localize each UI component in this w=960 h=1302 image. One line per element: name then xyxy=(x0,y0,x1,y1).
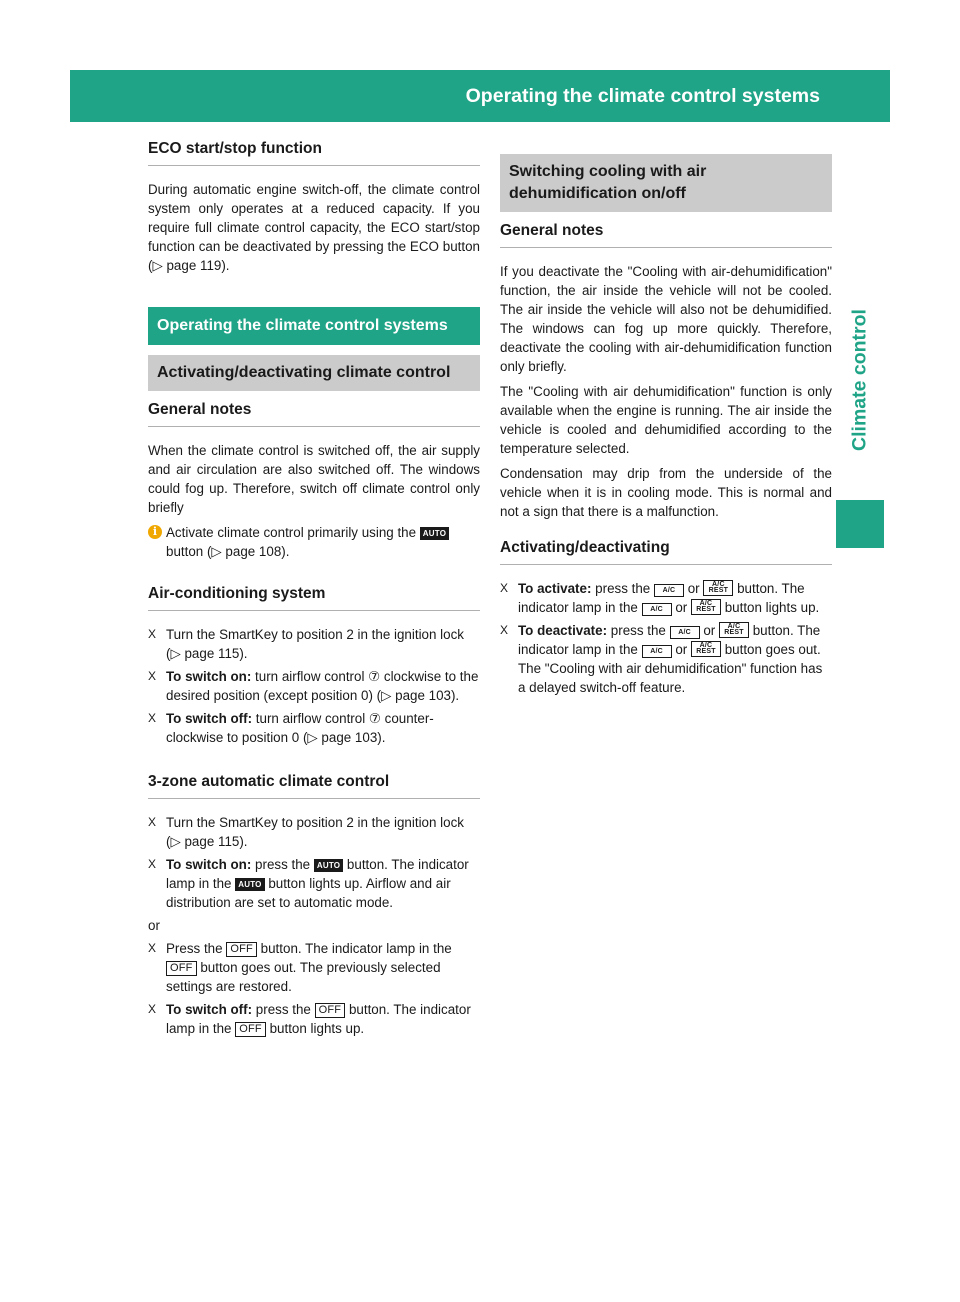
ac-rest-key-icon: A/C REST xyxy=(691,641,721,657)
page-header-title: Operating the climate control systems xyxy=(465,85,820,107)
zone3-step2-post: button lights up. Airflow and air distribution are set to automatic mode. xyxy=(166,876,451,910)
general-notes-text: When the climate control is switched off, the air supply and air circulation are also switched off. The windows could fog up. Therefore, switch off climate control only briefly xyxy=(148,443,480,515)
list-item xyxy=(148,667,480,705)
or-separator: or xyxy=(148,918,160,933)
activate-post: button lights up. xyxy=(724,600,820,615)
step-arrow-icon: X xyxy=(500,623,509,637)
ac-rest-key-icon: A/C REST xyxy=(691,599,721,615)
list-item xyxy=(500,579,832,617)
list-item xyxy=(148,1000,480,1038)
ac-system-heading: Air-conditioning system xyxy=(148,585,480,611)
ac-key-icon: A/C xyxy=(642,603,672,616)
list-item xyxy=(148,939,480,996)
step-arrow-icon: X xyxy=(148,669,157,683)
eco-heading: ECO start/stop function xyxy=(148,140,480,166)
cooling-para-2: The "Cooling with air dehumidification" function is only available when the engine is running. The air inside the vehicle is cooled and dehumidified according to the temperature selected. xyxy=(500,384,832,456)
zone3-step3-pre: Press the xyxy=(166,941,223,956)
ac-key-icon: A/C xyxy=(642,645,672,658)
step-arrow-icon: X xyxy=(148,1002,157,1016)
zone3-step1-text: Turn the SmartKey to position 2 in the ignition lock (▷ page 115). xyxy=(166,815,464,849)
eco-text: During automatic engine switch-off, the climate control system only operates at a reduced capacity. If you require full climate control capacity, the ECO start/stop function can be deactivated by pressing the ECO button (▷ page 119). xyxy=(148,182,480,273)
deactivate-mid: button. The indicator lamp in the xyxy=(518,623,821,657)
zone3-step4-label: To switch off: xyxy=(166,1002,253,1017)
cooling-para-3: Condensation may drip from the underside of the vehicle when it is in cooling mode. This is normal and not a sign that there is a malfunction. xyxy=(500,466,832,519)
general-notes-heading: General notes xyxy=(148,401,480,427)
right-general-notes-heading: General notes xyxy=(500,222,832,248)
ac-rest-key-icon: A/C REST xyxy=(703,580,733,596)
off-key-icon: OFF xyxy=(166,961,197,976)
ac-rest-key-icon: A/C REST xyxy=(719,622,749,638)
auto-key-icon: AUTO xyxy=(314,859,343,872)
off-key-icon: OFF xyxy=(235,1022,266,1037)
zone3-heading: 3-zone automatic climate control xyxy=(148,773,480,799)
list-item xyxy=(500,621,832,697)
deactivate-post: button goes out. The "Cooling with air dehumidification" function has a delayed switch-off feature. xyxy=(518,642,823,695)
ac-key-icon: A/C xyxy=(654,584,684,597)
right-column xyxy=(500,140,832,701)
ac-key-icon: A/C xyxy=(670,626,700,639)
header-bar xyxy=(70,70,948,122)
or-word: or xyxy=(675,600,688,615)
deactivate-label: To deactivate: xyxy=(518,623,608,638)
zone3-step4-pre: press the xyxy=(255,1002,311,1017)
ac-step1-text: Turn the SmartKey to position 2 in the ignition lock (▷ page 115). xyxy=(166,627,464,661)
step-arrow-icon: X xyxy=(148,941,157,955)
or-word: or xyxy=(675,642,688,657)
ac-step2-label: To switch on: xyxy=(166,669,252,684)
off-key-icon: OFF xyxy=(226,942,257,957)
zone3-step2-pre: press the xyxy=(255,857,311,872)
step-arrow-icon: X xyxy=(148,815,157,829)
activating-heading: Activating/deactivating xyxy=(500,539,832,565)
zone3-step3-mid: button. The indicator lamp in the xyxy=(260,941,452,956)
step-arrow-icon: X xyxy=(148,711,157,725)
deactivate-pre: press the xyxy=(610,623,666,638)
zone3-step3-post: button goes out. The previously selected settings are restored. xyxy=(166,960,441,994)
zone3-step2-label: To switch on: xyxy=(166,857,252,872)
chapter-marker-block xyxy=(836,500,884,548)
auto-key-icon: AUTO xyxy=(235,878,264,891)
ac-step3-text: turn airflow control ⑦ counter-clockwise to position 0 (▷ page 103). xyxy=(166,711,434,745)
info-icon: i xyxy=(148,525,162,539)
activate-label: To activate: xyxy=(518,581,592,596)
step-arrow-icon: X xyxy=(148,857,157,871)
chapter-label: Climate control xyxy=(848,309,871,451)
or-word: or xyxy=(703,623,716,638)
list-item xyxy=(148,625,480,663)
activate-pre: press the xyxy=(595,581,651,596)
zone3-step4-mid: button. The indicator lamp in the xyxy=(166,1002,471,1036)
cooling-para-1: If you deactivate the "Cooling with air-dehumidification" function, the air inside the vehicle will not be cooled. The air inside the vehicle will also not be dehumidified. The windows can fog up more quickly. Therefore, deactivate the cooling with air-dehumidification function only briefly. xyxy=(500,264,832,374)
page-number: 107 xyxy=(915,85,948,106)
info-note xyxy=(148,523,480,561)
subsection-title-activating: Activating/deactivating climate control xyxy=(148,355,480,391)
info-text-pre: Activate climate control primarily using the xyxy=(166,525,417,540)
step-arrow-icon: X xyxy=(148,627,157,641)
off-key-icon: OFF xyxy=(315,1003,346,1018)
list-item xyxy=(148,813,480,851)
chapter-side-tab xyxy=(836,280,884,480)
or-word: or xyxy=(687,581,700,596)
auto-key-icon: AUTO xyxy=(420,527,449,540)
zone3-step2-mid: button. The indicator lamp in the xyxy=(166,857,469,891)
ac-step3-label: To switch off: xyxy=(166,711,253,726)
activate-mid: button. The indicator lamp in the xyxy=(518,581,805,615)
list-item xyxy=(148,709,480,747)
section-title: Operating the climate control systems xyxy=(148,307,480,345)
step-arrow-icon: X xyxy=(500,581,509,595)
left-column xyxy=(148,140,480,1042)
info-text-post: button (▷ page 108). xyxy=(166,544,290,559)
zone3-step4-post: button lights up. xyxy=(269,1021,365,1036)
list-item xyxy=(148,855,480,912)
ac-step2-text: turn airflow control ⑦ clockwise to the desired position (except position 0) (▷ page 103). xyxy=(166,669,479,703)
subsection-title-cooling: Switching cooling with air dehumidification on/off xyxy=(500,154,832,212)
